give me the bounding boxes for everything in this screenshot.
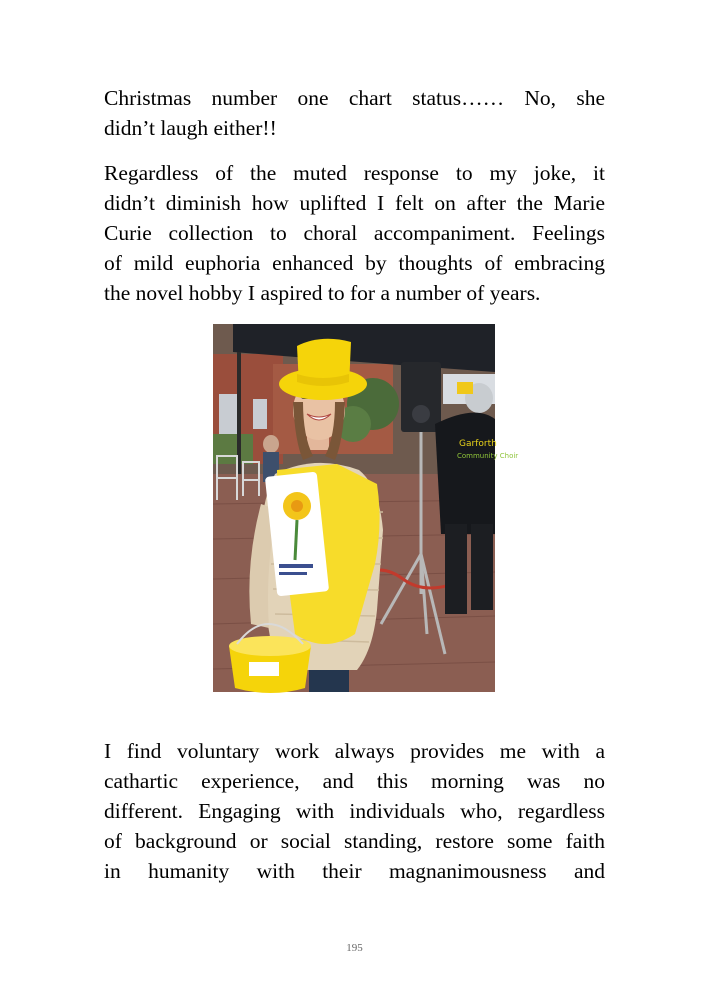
text-line: Curie collection to choral accompaniment. Feelings [104,221,605,245]
paragraph-1 [104,83,605,143]
text-line: I find voluntary work always provides me with a [104,739,605,763]
svg-text:Community Choir: Community Choir [457,452,519,460]
text-line: didn’t laugh either!! [104,116,277,140]
text-line: didn’t diminish how uplifted I felt on after the Marie [104,191,605,215]
shirt-text: Garforth [459,439,497,449]
text-line: of background or social standing, restore some faith [104,829,605,853]
text-line: Christmas number one chart status…… No, she [104,86,605,110]
text-line: Regardless of the muted response to my joke, it [104,161,605,185]
paragraph-2 [104,158,605,308]
text-line: in humanity with their magnanimousness and [104,859,605,883]
volunteer-photo [213,324,519,692]
page-number: 195 [346,942,363,954]
text-line: of mild euphoria enhanced by thoughts of embracing [104,251,605,275]
paragraph-3 [104,736,605,886]
text-line: different. Engaging with individuals who, regardless [104,799,605,823]
text-line: cathartic experience, and this morning was no [104,769,605,793]
text-line: the novel hobby I aspired to for a number of years. [104,281,541,305]
